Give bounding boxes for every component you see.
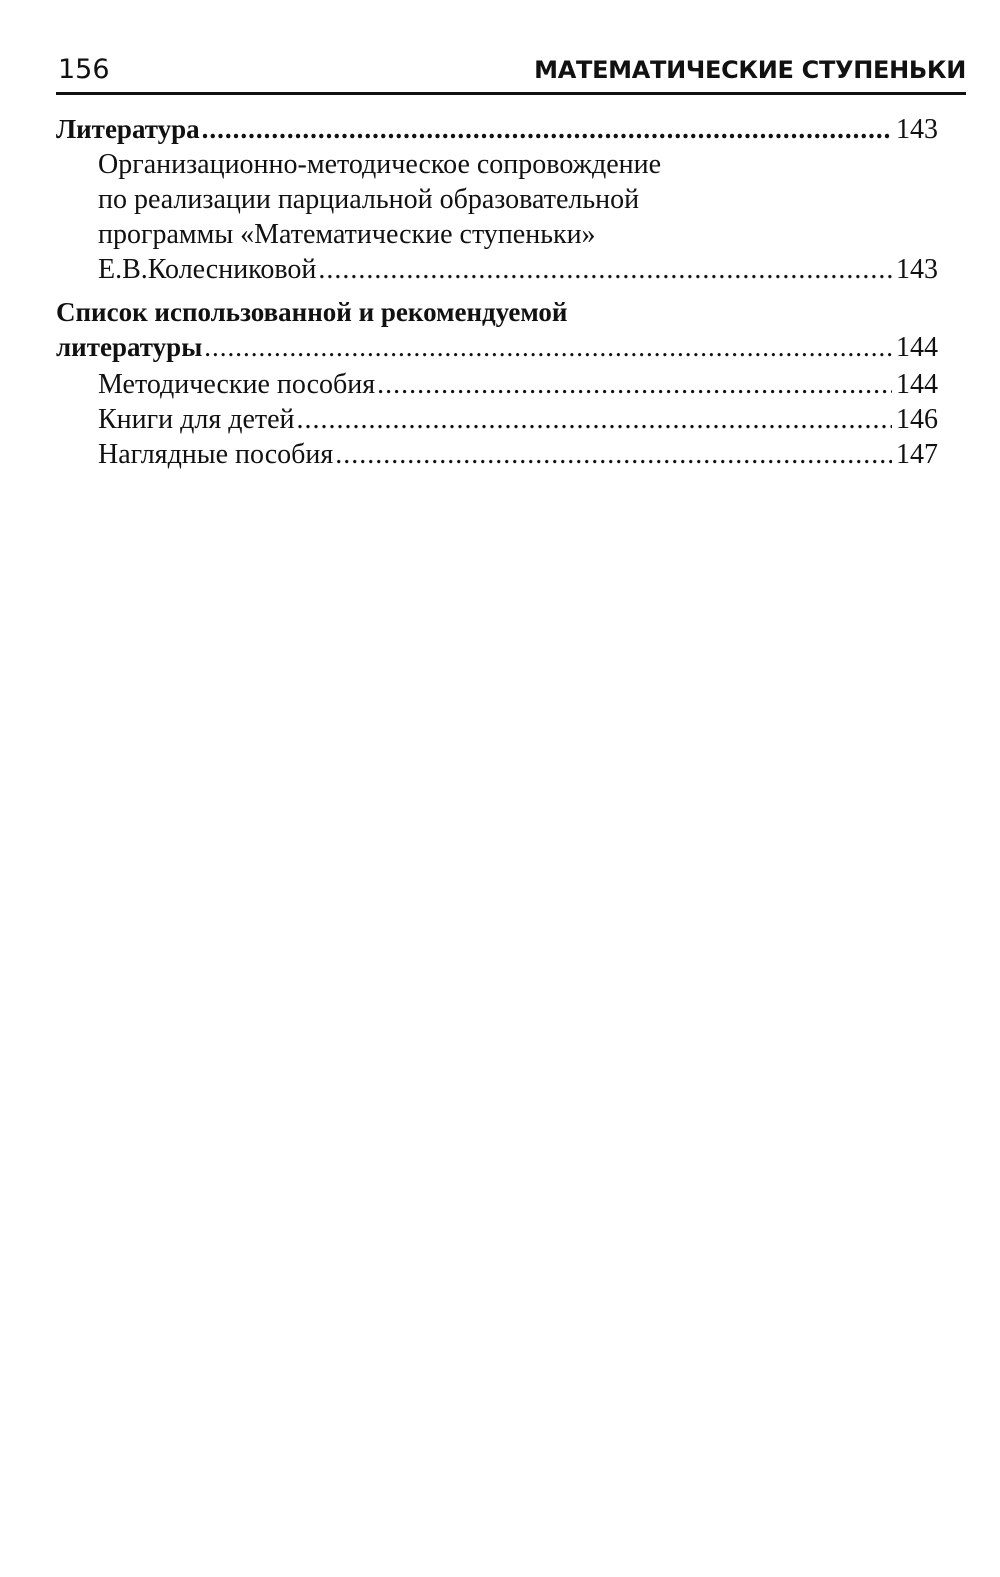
- toc-entry-methodical-support[interactable]: [56, 147, 938, 287]
- toc-entry-visual-aids[interactable]: [56, 437, 938, 472]
- dot-leader: [202, 112, 892, 147]
- toc-entry-literature[interactable]: [56, 112, 938, 147]
- toc-entry-page: 147: [896, 439, 938, 470]
- toc-entry-title: Методические пособия: [98, 369, 376, 400]
- toc-entry-title-line: литературы: [56, 332, 203, 362]
- toc-entry-page: 144: [896, 332, 938, 363]
- dot-leader: [335, 437, 892, 472]
- toc-entry-title-line: по реализации парциальной образовательной: [98, 184, 640, 215]
- toc-entry-title: Книги для детей: [98, 404, 295, 435]
- toc-entry-page: 143: [896, 114, 938, 145]
- dot-leader: [377, 367, 892, 402]
- dot-leader: [318, 252, 892, 287]
- toc-entry-page: 146: [896, 404, 938, 435]
- toc-entry-title-line: Список использованной и рекомендуемой: [56, 297, 568, 327]
- toc-entry-page: 143: [896, 254, 938, 285]
- toc-entry-methodical-manuals[interactable]: [56, 367, 938, 402]
- toc-entry-title: Литература: [56, 114, 200, 144]
- toc-entry-title: Наглядные пособия: [98, 439, 334, 470]
- toc-entry-title-line: Организационно-методическое сопровождение: [98, 149, 662, 180]
- toc-entry-title-line: Е.В.Колесниковой: [98, 254, 317, 285]
- toc-entry-page: 144: [896, 369, 938, 400]
- table-of-contents: [56, 112, 938, 472]
- dot-leader: [297, 402, 892, 437]
- running-title: МАТЕМАТИЧЕСКИЕ СТУПЕНЬКИ: [534, 56, 966, 84]
- page-header: [56, 52, 966, 95]
- dot-leader: [204, 330, 892, 365]
- toc-entry-title-line: программы «Математические ступеньки»: [98, 219, 596, 250]
- page-number: 156: [58, 54, 110, 85]
- toc-entry-childrens-books[interactable]: [56, 402, 938, 437]
- toc-entry-references[interactable]: [56, 295, 938, 365]
